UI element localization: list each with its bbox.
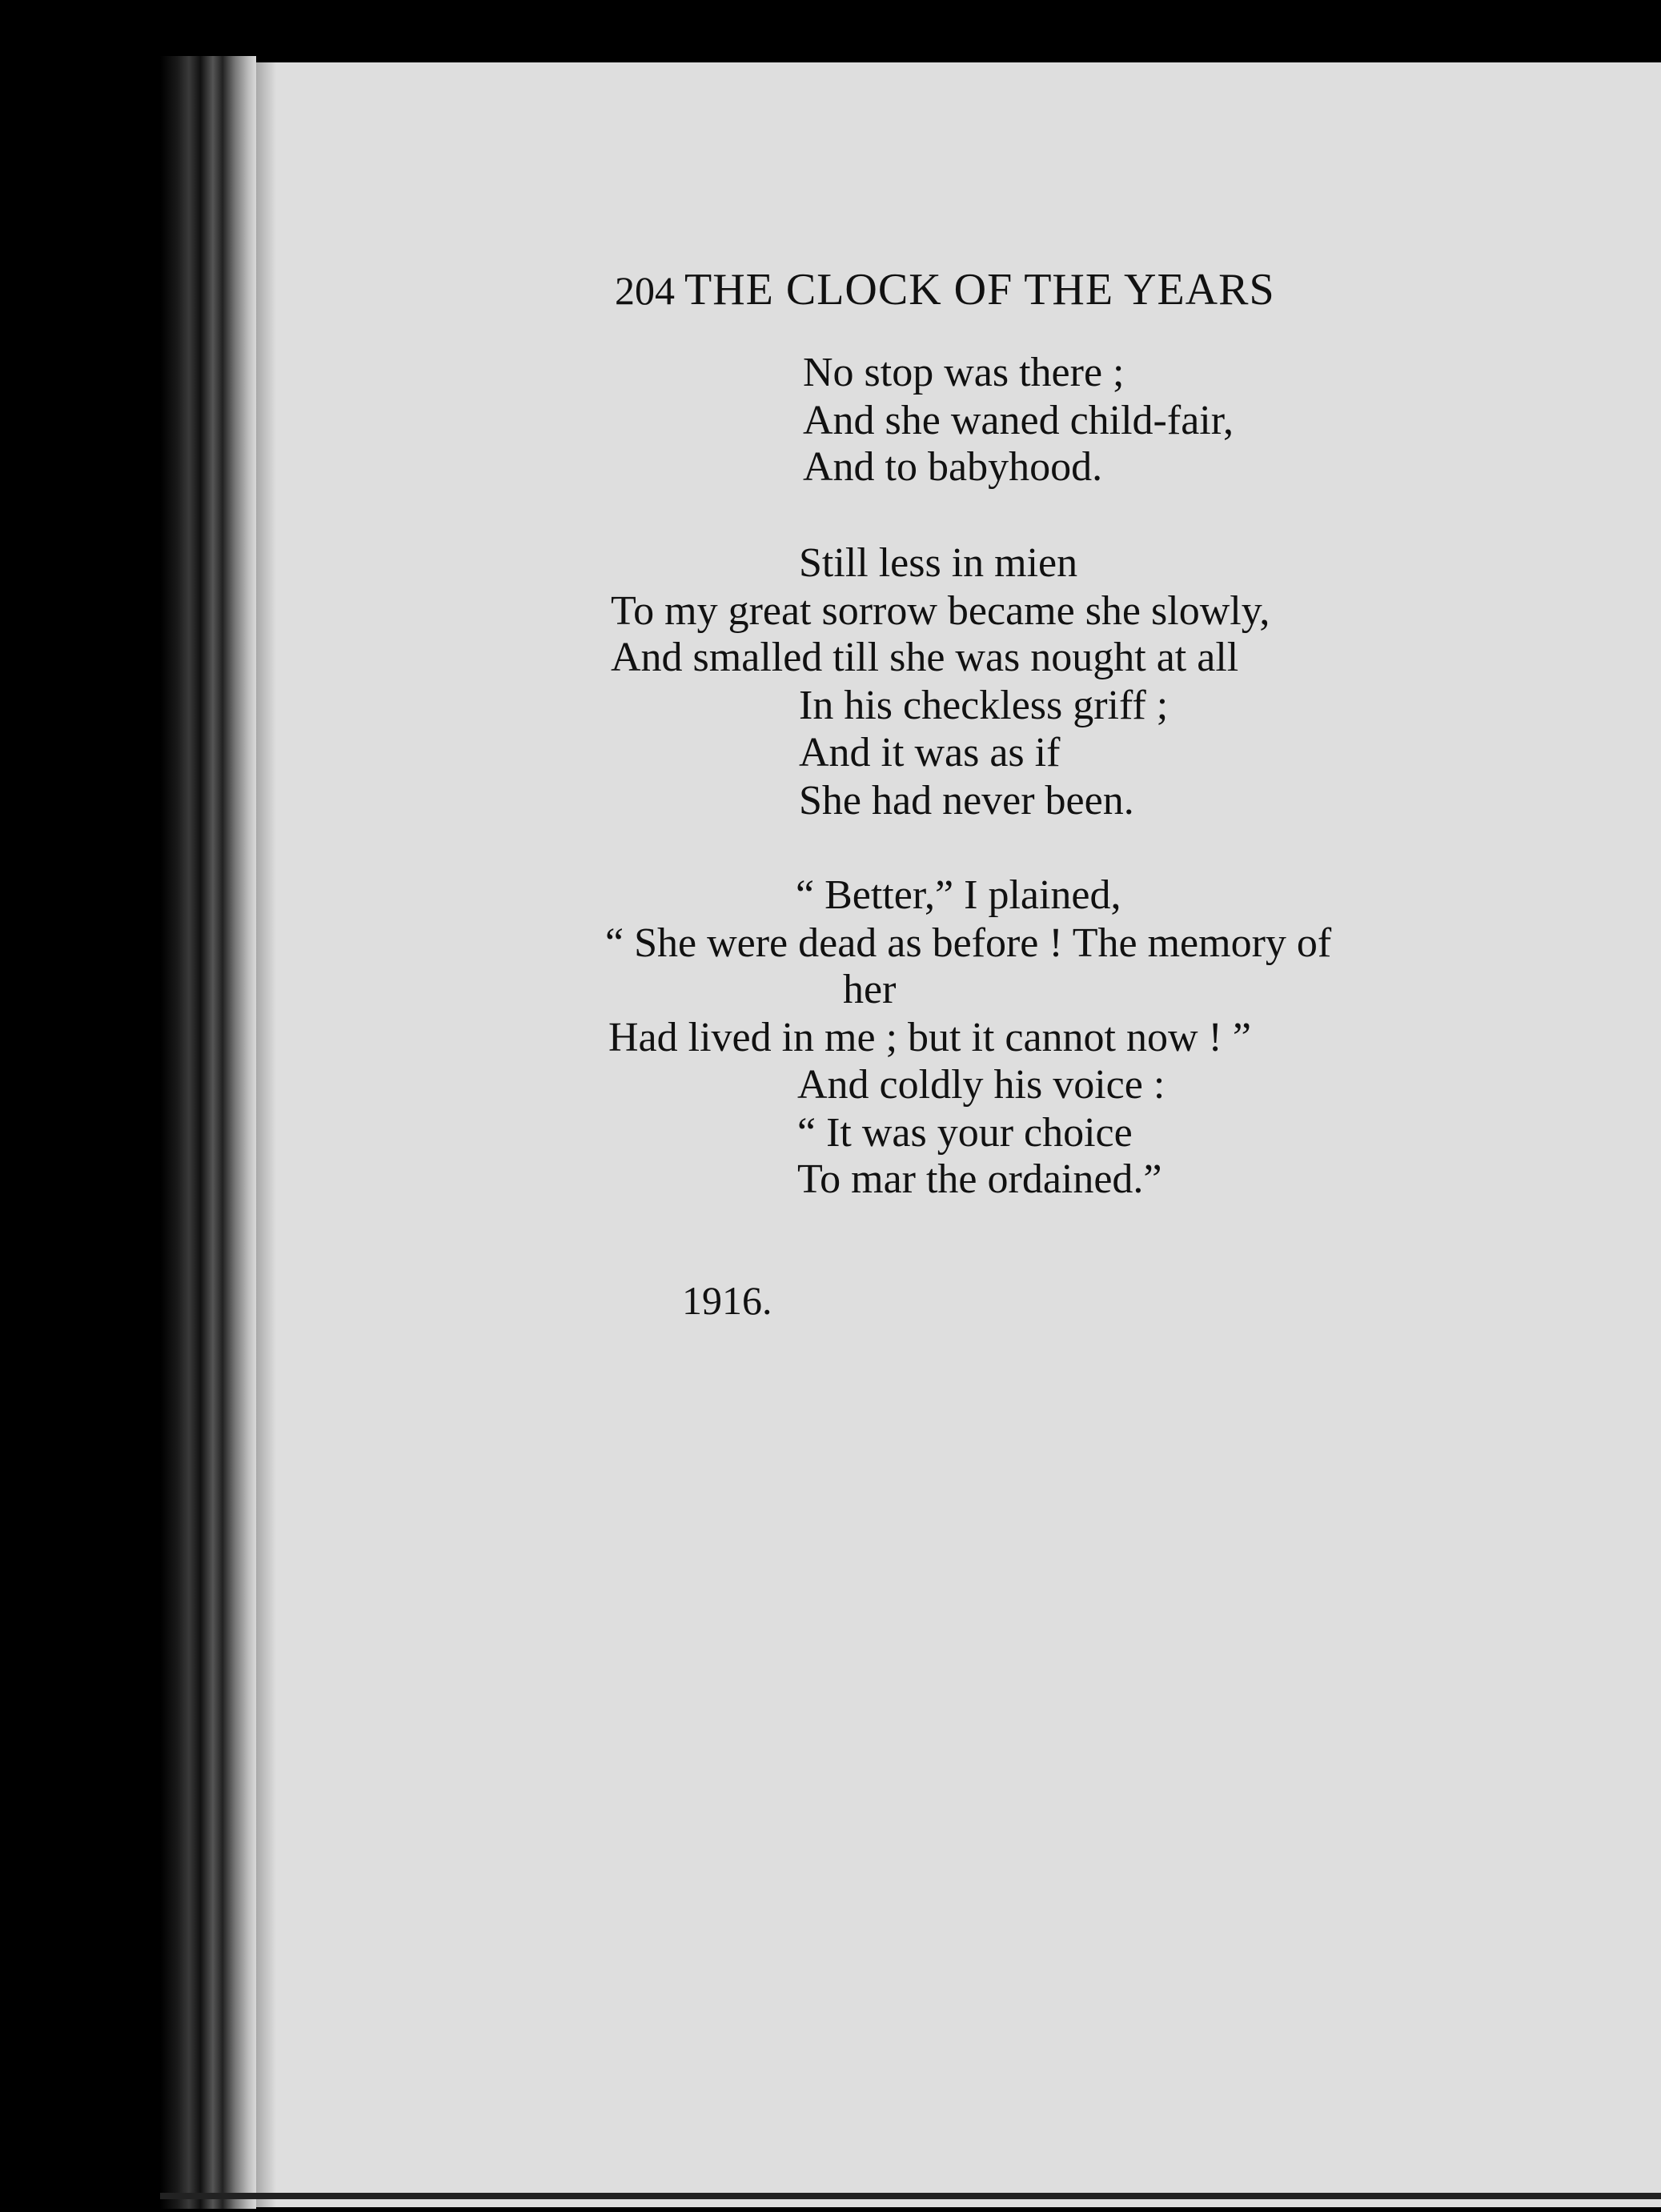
poem-line: her <box>843 967 897 1012</box>
poem-line: She had never been. <box>799 778 1134 823</box>
poem-line: Had lived in me ; but it cannot now ! ” <box>608 1015 1251 1060</box>
poem-line: “ Better,” I plained, <box>796 872 1121 918</box>
poem-line: And coldly his voice : <box>797 1062 1166 1108</box>
poem-line: To mar the ordained.” <box>797 1156 1162 1202</box>
running-header <box>615 264 1275 315</box>
poem-line: “ She were dead as before ! The memory of <box>605 920 1332 966</box>
poem-line: To my great sorrow became she slowly, <box>611 588 1270 634</box>
poem-line: In his checkless griff ; <box>799 683 1169 728</box>
poem-line: And she waned child-fair, <box>803 398 1234 443</box>
poem-line: And smalled till she was nought at all <box>611 635 1239 680</box>
running-title: THE CLOCK OF THE YEARS <box>684 265 1275 315</box>
book-spine-edge <box>160 56 256 2209</box>
poem-date: 1916. <box>682 1278 772 1323</box>
poem-line: No stop was there ; <box>803 350 1125 395</box>
poem-line: “ It was your choice <box>797 1110 1133 1156</box>
bottom-edge <box>160 2193 1661 2199</box>
page-number: 204 <box>615 268 675 313</box>
poem-line: Still less in mien <box>799 540 1078 586</box>
poem-line: And to babyhood. <box>803 444 1103 490</box>
poem-line: And it was as if <box>799 730 1061 775</box>
